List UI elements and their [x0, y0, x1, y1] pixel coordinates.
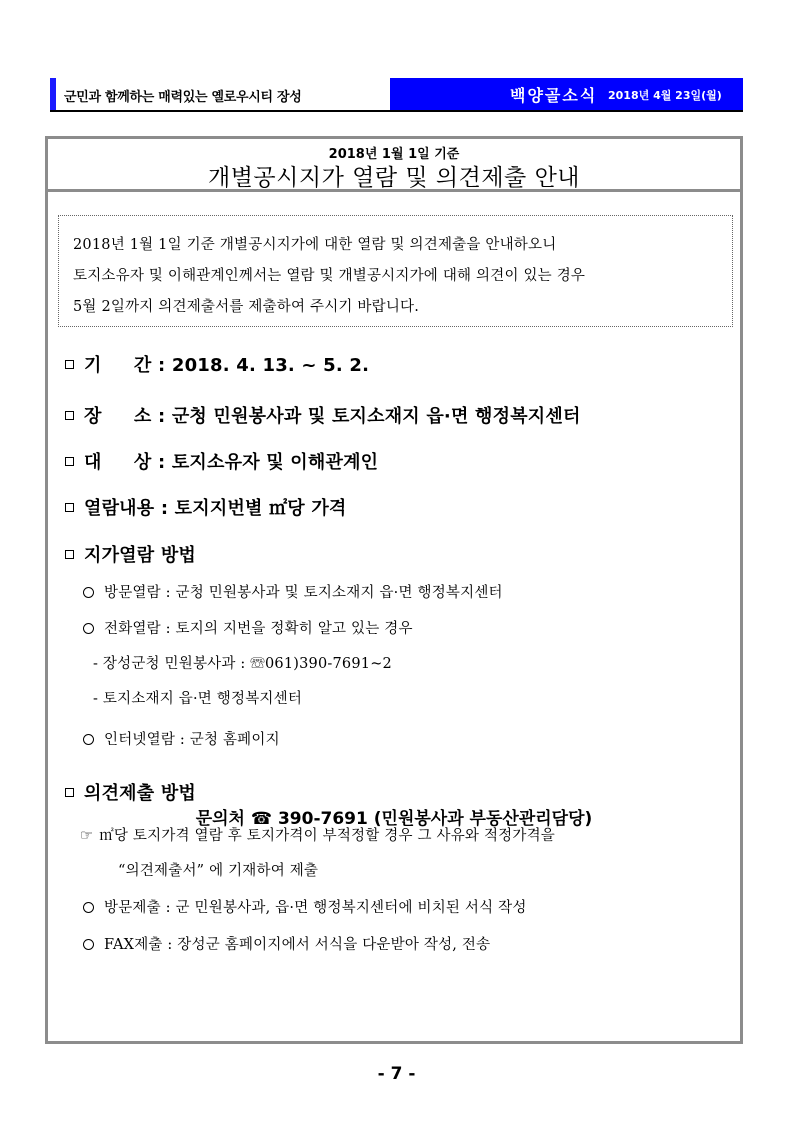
header-rule: [50, 110, 743, 112]
opinion-note-line2: “의견제출서” 에 기재하여 제출: [118, 863, 319, 879]
header-slogan: 군민과 함께하는 매력있는 옐로우시티 장성: [64, 90, 302, 105]
browse-phone-sub1: - 장성군청 민원봉사과 : ☏061)390-7691~2: [93, 656, 392, 672]
opinion-fax-text: FAX제출 : 장성군 홈페이지에서 서식을 다운받아 작성, 전송: [104, 937, 491, 953]
browse-phone-sub2: - 토지소재지 읍·면 행정복지센터: [93, 691, 303, 707]
inquiry-wrapper: [45, 136, 743, 1044]
intro-line: 토지소유자 및 이해관계인께서는 열람 및 개별공시지가에 대해 의견이 있는 경우: [73, 268, 586, 284]
browse-method-heading: 지가열람 방법: [84, 545, 196, 566]
inquiry-contact: 문의처 ☎ 390-7691 (민원봉사과 부동산관리담당): [195, 809, 593, 829]
opinion-visit-text: 방문제출 : 군 민원봉사과, 읍·면 행정복지센터에 비치된 서식 작성: [104, 900, 527, 916]
target-text: 대 상 : 토지소유자 및 이해관계인: [84, 452, 379, 473]
browse-internet-text: 인터넷열람 : 군청 홈페이지: [104, 732, 280, 748]
issue-date: 2018년 4월 23일(월): [608, 89, 722, 102]
browse-visit-text: 방문열람 : 군청 민원봉사과 및 토지소재지 읍·면 행정복지센터: [104, 585, 503, 601]
header-accent-bar: [50, 78, 56, 110]
period-text: 기 간 : 2018. 4. 13. ~ 5. 2.: [84, 355, 370, 376]
opinion-note-line1: ㎡당 토지가격 열람 후 토지가격이 부적정할 경우 그 사유와 적정가격을: [99, 828, 555, 844]
notice-title: 개별공시지가 열람 및 의견제출 안내: [207, 165, 580, 191]
header-banner: [390, 78, 743, 110]
browse-phone-text: 전화열람 : 토지의 지번을 정확히 알고 있는 경우: [104, 621, 413, 637]
place-text: 장 소 : 군청 민원봉사과 및 토지소재지 읍·면 행정복지센터: [84, 406, 581, 427]
newsletter-name: 백양골소식: [510, 86, 598, 105]
page-number: - 7 -: [377, 1064, 416, 1084]
newsletter-header: [50, 78, 743, 110]
intro-line: 2018년 1월 1일 기준 개별공시지가에 대한 열람 및 의견제출을 안내하오니: [73, 237, 557, 253]
intro-line: 5월 2일까지 의견제출서를 제출하여 주시기 바랍니다.: [73, 299, 420, 315]
contents-text: 열람내용 : 토지지번별 ㎡당 가격: [84, 498, 347, 519]
pointing-hand-icon: ☞: [80, 828, 94, 844]
opinion-method-heading: 의견제출 방법: [84, 783, 196, 804]
notice-subtitle: 2018년 1월 1일 기준: [328, 147, 460, 162]
